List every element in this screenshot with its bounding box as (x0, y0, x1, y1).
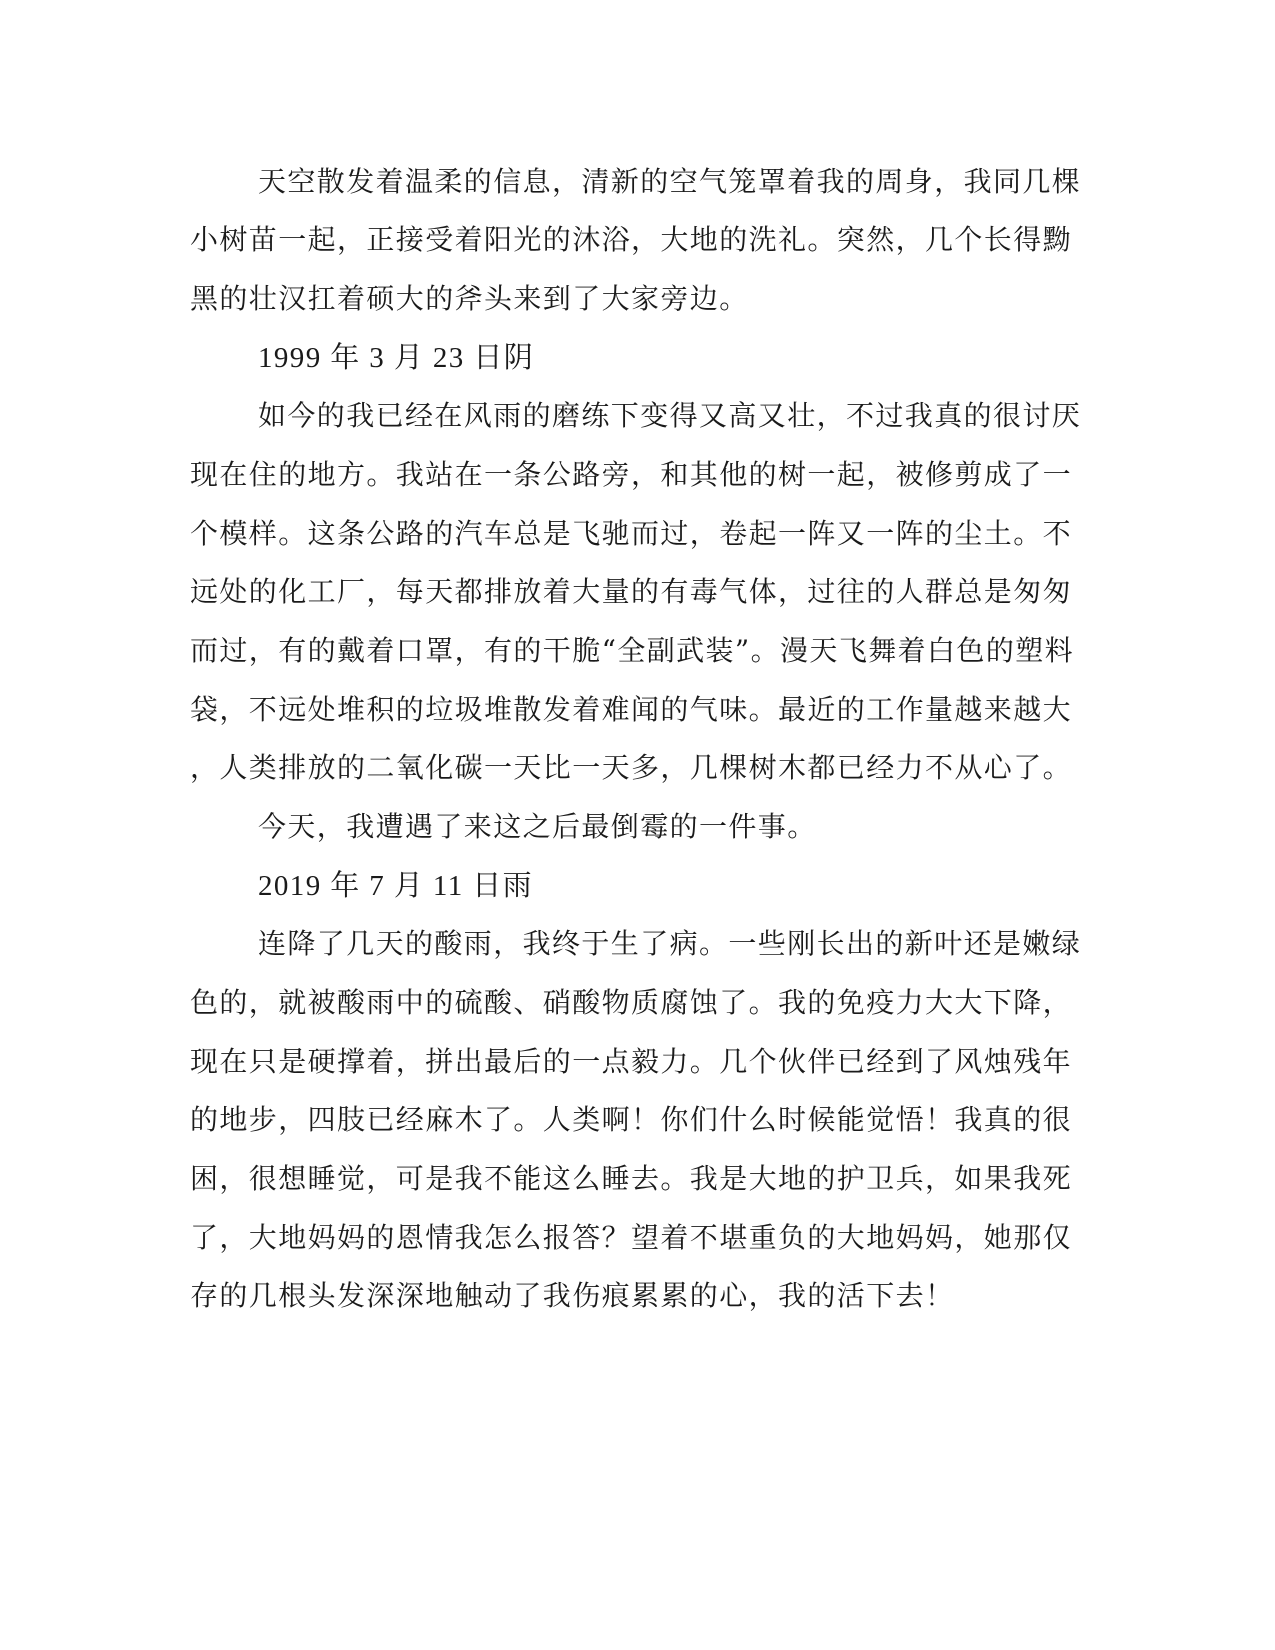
paragraph-1-line-3: 黑的壮汉扛着硕大的斧头来到了大家旁边。 (190, 282, 749, 315)
paragraph-4-line-2: 色的，就被酸雨中的硫酸、硝酸物质腐蚀了。我的免疫力大大下降， (190, 986, 1073, 1019)
paragraph-2-line-5: 而过，有的戴着口罩，有的干脆“全副武装”。漫天飞舞着白色的塑料 (190, 634, 1075, 667)
paragraph-2-line-2: 现在住的地方。我站在一条公路旁，和其他的树一起，被修剪成了一 (190, 458, 1073, 491)
paragraph-3-line-1: 今天，我遭遇了来这之后最倒霉的一件事。 (258, 810, 817, 843)
diary-date-1999: 1999 年 3 月 23 日阴 (258, 342, 535, 374)
paragraph-2-line-1: 如今的我已经在风雨的磨练下变得又高又壮，不过我真的很讨厌 (258, 399, 1082, 432)
paragraph-4-line-3: 现在只是硬撑着，拼出最后的一点毅力。几个伙伴已经到了风烛残年 (190, 1045, 1073, 1078)
paragraph-4-line-1: 连降了几天的酸雨，我终于生了病。一些刚长出的新叶还是嫩绿 (258, 927, 1082, 960)
diary-date-2019: 2019 年 7 月 11 日雨 (258, 870, 534, 902)
paragraph-1-line-2: 小树苗一起，正接受着阳光的沐浴，大地的洗礼。突然，几个长得黝 (190, 223, 1073, 256)
paragraph-1-line-1: 天空散发着温柔的信息，清新的空气笼罩着我的周身，我同几棵 (258, 165, 1082, 198)
paragraph-2-line-3: 个模样。这条公路的汽车总是飞驰而过，卷起一阵又一阵的尘土。不 (190, 517, 1073, 550)
paragraph-4-line-7: 存的几根头发深深地触动了我伤痕累累的心，我的活下去！ (190, 1279, 955, 1312)
paragraph-2-line-6: 袋，不远处堆积的垃圾堆散发着难闻的气味。最近的工作量越来越大 (190, 693, 1073, 726)
paragraph-2-line-7: ，人类排放的二氧化碳一天比一天多，几棵树木都已经力不从心了。 (190, 751, 1073, 784)
paragraph-4-line-6: 了，大地妈妈的恩情我怎么报答？望着不堪重负的大地妈妈，她那仅 (190, 1221, 1073, 1254)
paragraph-4-line-5: 困，很想睡觉，可是我不能这么睡去。我是大地的护卫兵，如果我死 (190, 1162, 1073, 1195)
paragraph-4-line-4: 的地步，四肢已经麻木了。人类啊！你们什么时候能觉悟！我真的很 (190, 1103, 1073, 1136)
paragraph-2-line-4: 远处的化工厂，每天都排放着大量的有毒气体，过往的人群总是匆匆 (190, 575, 1073, 608)
